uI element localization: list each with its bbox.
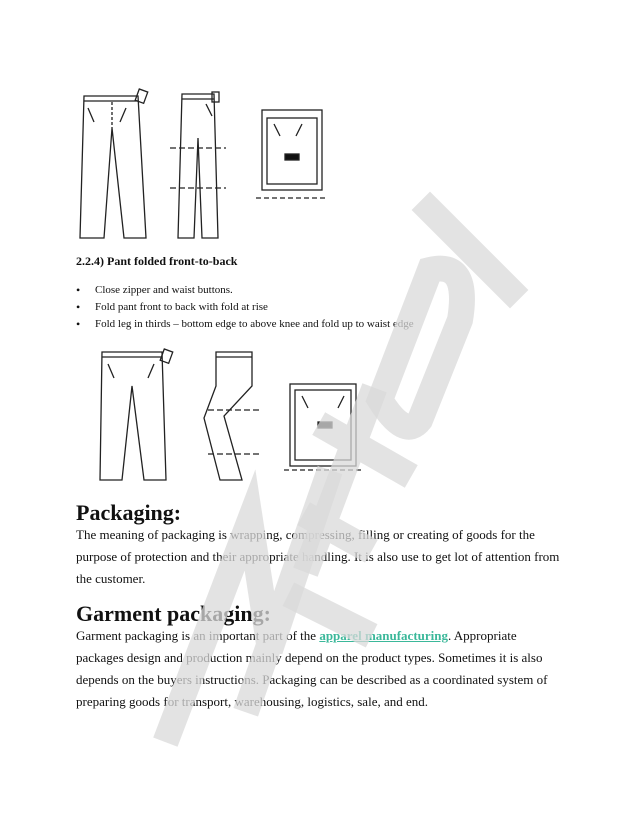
- packaging-paragraph: The meaning of packaging is wrapping, compressing, filling or creating of goods for the purpose of protection and their appropriate handling. It is also use to get lot of attention from the customer.: [76, 527, 560, 586]
- pant-folding-illustration-front-to-back: [92, 346, 372, 486]
- paragraph-text: . Appropriate packages design and production mainly depend on the product types. Sometimes it is also depends on the buyers instructions. Packaging can be described as a coordinated system of preparing goods for transport, warehousing, logistics, sale, and end.: [76, 628, 548, 709]
- list-item: • Close zipper and waist buttons.: [76, 282, 414, 299]
- paragraph-text: Garment packaging is an important part of the: [76, 628, 320, 643]
- figure-caption: 2.2.4) Pant folded front-to-back: [76, 254, 238, 268]
- garment-packaging-heading: Garment packaging:: [76, 601, 271, 626]
- list-item: • Fold pant front to back with fold at rise: [76, 299, 414, 316]
- list-item: • Fold leg in thirds – bottom edge to above knee and fold up to waist edge: [76, 316, 414, 333]
- folding-steps-list: [76, 282, 414, 333]
- apparel-manufacturing-link[interactable]: apparel manufacturing: [319, 628, 448, 643]
- garment-packaging-paragraph: [76, 625, 566, 713]
- packaging-heading: Packaging:: [76, 500, 182, 525]
- pant-folding-illustration-top: [76, 88, 336, 248]
